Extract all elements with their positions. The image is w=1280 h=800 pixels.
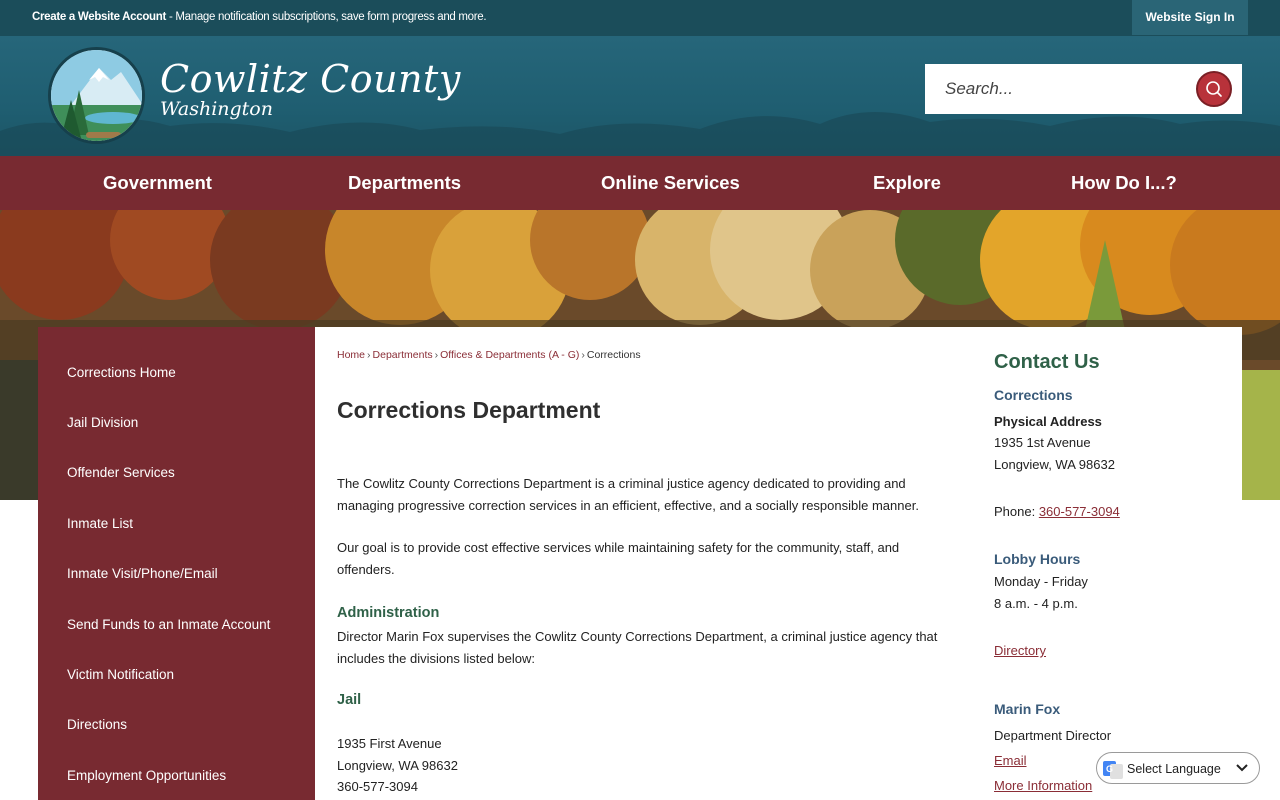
contact-address-line2: Longview, WA 98632: [994, 457, 1115, 472]
section-sidebar-nav: [38, 327, 315, 800]
intro-paragraph: The Cowlitz County Corrections Department is a criminal justice agency dedicated to providing and managing progressive correction services in an efficient, effective, and a socially responsible manner.: [337, 476, 919, 513]
create-account-notice: [32, 11, 486, 23]
jail-phone: 360-577-3094: [337, 779, 418, 794]
sidebar-item-offender-services[interactable]: Offender Services: [67, 465, 175, 480]
physical-address-label: Physical Address: [994, 414, 1102, 429]
administration-heading: Administration: [337, 605, 440, 621]
svg-text:G: G: [1106, 764, 1114, 774]
search-button[interactable]: [1196, 71, 1232, 107]
county-seal-logo[interactable]: [48, 47, 145, 144]
breadcrumb-current: Corrections: [586, 349, 641, 361]
create-account-description: - Manage notification subscriptions, save form progress and more.: [166, 11, 487, 23]
administration-paragraph: Director Marin Fox supervises the Cowlitz County Corrections Department, a criminal justice agency that includes the divisions listed below:: [337, 629, 938, 666]
sidebar-item-corrections-home[interactable]: Corrections Home: [67, 365, 176, 380]
contact-address-line1: 1935 1st Avenue: [994, 435, 1091, 450]
contact-person-name: Marin Fox: [994, 701, 1061, 717]
breadcrumb-home[interactable]: Home: [337, 349, 366, 361]
sidebar-item-send-funds[interactable]: Send Funds to an Inmate Account: [67, 617, 271, 632]
jail-heading: Jail: [337, 692, 362, 708]
nav-online-services[interactable]: Online Services: [601, 172, 740, 193]
chevron-down-icon: [1235, 762, 1249, 774]
directory-link[interactable]: Directory: [994, 643, 1047, 658]
site-search: [925, 64, 1242, 114]
nav-how-do-i[interactable]: How Do I...?: [1071, 172, 1177, 193]
nav-departments[interactable]: Departments: [348, 172, 462, 193]
goal-paragraph: Our goal is to provide cost effective services while maintaining safety for the community, staff, and offenders.: [337, 540, 900, 577]
lobby-hours-heading: Lobby Hours: [994, 551, 1081, 567]
jail-address-line1: 1935 First Avenue: [337, 736, 442, 751]
lobby-days: Monday - Friday: [994, 574, 1088, 589]
breadcrumb: Home › Departments › Offices & Departments (A - G) › Corrections: [337, 349, 641, 361]
phone-label: Phone:: [994, 504, 1039, 519]
contact-phone-row: [994, 504, 1120, 519]
page-title: Corrections Department: [337, 397, 601, 423]
sidebar-item-victim-notification[interactable]: Victim Notification: [67, 667, 175, 682]
breadcrumb-offices[interactable]: Offices & Departments (A - G): [440, 349, 580, 361]
county-name: Cowlitz County: [160, 57, 461, 101]
select-language-label: Select Language: [1127, 762, 1221, 776]
search-input[interactable]: [925, 64, 1190, 114]
email-link[interactable]: Email: [994, 753, 1027, 768]
sidebar-item-inmate-list[interactable]: Inmate List: [67, 516, 134, 531]
phone-link[interactable]: 360-577-3094: [1038, 504, 1120, 519]
contact-department-name: Corrections: [994, 387, 1073, 403]
breadcrumb-departments[interactable]: Departments: [372, 349, 433, 361]
sidebar-item-directions[interactable]: Directions: [67, 717, 128, 732]
lobby-time: 8 a.m. - 4 p.m.: [994, 596, 1078, 611]
site-logo-text[interactable]: [160, 57, 461, 120]
google-translate-icon: [1103, 761, 1123, 779]
select-language-dropdown[interactable]: [1096, 752, 1260, 784]
sidebar-item-jail-division[interactable]: Jail Division: [67, 415, 139, 430]
state-name: Washington: [160, 98, 273, 120]
utility-bar: [0, 0, 1280, 36]
search-icon: [1198, 73, 1230, 105]
sidebar-item-inmate-visit[interactable]: Inmate Visit/Phone/Email: [67, 566, 218, 581]
main-content: [315, 327, 1242, 800]
jail-address-line2: Longview, WA 98632: [337, 758, 458, 773]
site-header: [0, 36, 1280, 156]
main-navigation: [0, 156, 1280, 210]
nav-government[interactable]: Government: [103, 172, 212, 193]
nav-explore[interactable]: Explore: [873, 172, 941, 193]
contact-us-heading: Contact Us: [994, 351, 1100, 373]
sidebar-item-employment[interactable]: Employment Opportunities: [67, 768, 227, 783]
contact-us-panel: [994, 327, 1234, 800]
more-information-link[interactable]: More Information: [994, 778, 1093, 793]
contact-person-title: Department Director: [994, 728, 1112, 743]
create-account-link[interactable]: Create a Website Account: [32, 11, 167, 23]
website-sign-in-button[interactable]: Website Sign In: [1132, 0, 1248, 35]
